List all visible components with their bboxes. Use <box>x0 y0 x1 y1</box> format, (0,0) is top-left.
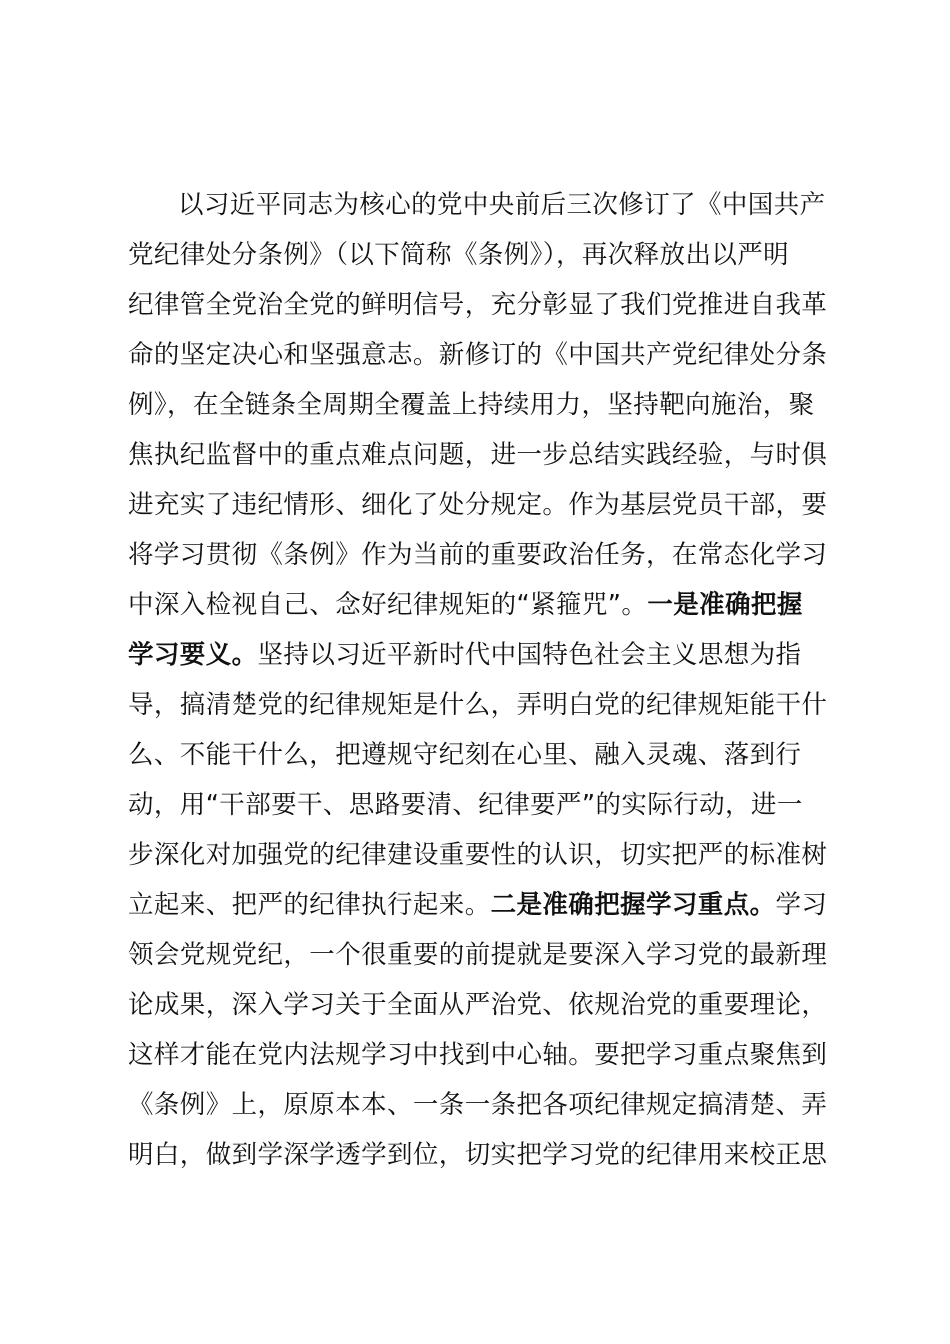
text-segment: 纪律管全党治全党的鲜明信号，充分彰显了我们党推进自我革 <box>128 290 828 320</box>
text-line <box>128 680 832 730</box>
text-line <box>128 530 832 580</box>
text-line <box>128 480 832 530</box>
text-line <box>128 1080 832 1130</box>
text-segment: 学习 <box>775 890 828 920</box>
body-paragraph <box>128 180 832 1180</box>
text-line <box>128 1130 832 1180</box>
text-segment: 例》，在全链条全周期全覆盖上持续用力，坚持靶向施治，聚 <box>128 390 815 420</box>
text-segment: 以习近平同志为核心的党中央前后三次修订了《中国共产 <box>178 190 826 220</box>
text-segment: 将学习贯彻《条例》作为当前的重要政治任务，在常态化学习 <box>128 540 828 570</box>
text-segment: 焦执纪监督中的重点难点问题，进一步总结实践经验，与时俱 <box>128 440 828 470</box>
text-line <box>128 980 832 1030</box>
text-segment: 论成果，深入学习关于全面从严治党、依规治党的重要理论， <box>128 990 828 1020</box>
text-line <box>128 380 832 430</box>
text-segment: 动，用“干部要干、思路要清、纪律要严”的实际行动，进一 <box>128 790 803 820</box>
text-line <box>128 880 832 930</box>
text-line <box>128 930 832 980</box>
text-segment: 中深入检视自己、念好纪律规矩的“紧箍咒”。 <box>128 590 648 620</box>
text-segment: 党纪律处分条例》（以下简称《条例》），再次释放出以严明 <box>128 240 790 270</box>
bold-heading-segment: 二是准确把握学习重点。 <box>490 890 776 920</box>
text-line <box>128 630 832 680</box>
text-line <box>128 1030 832 1080</box>
text-segment: 坚持以习近平新时代中国特色社会主义思想为指 <box>257 640 802 670</box>
text-segment: 明白，做到学深学透学到位，切实把学习党的纪律用来校正思 <box>128 1140 828 1170</box>
bold-heading-segment: 学习要义。 <box>128 640 258 670</box>
text-segment: 步深化对加强党的纪律建设重要性的认识，切实把严的标准树 <box>128 840 828 870</box>
text-segment: 么、不能干什么，把遵规守纪刻在心里、融入灵魂、落到行 <box>128 740 802 770</box>
text-segment: 立起来、把严的纪律执行起来。 <box>128 890 491 920</box>
text-line <box>128 180 832 230</box>
text-line <box>128 230 832 280</box>
text-segment: 这样才能在党内法规学习中找到中心轴。要把学习重点聚焦到 <box>128 1040 828 1070</box>
text-line <box>128 730 832 780</box>
text-segment: 领会党规党纪，一个很重要的前提就是要深入学习党的最新理 <box>128 940 828 970</box>
text-line <box>128 430 832 480</box>
text-line <box>128 580 832 630</box>
text-line <box>128 280 832 330</box>
text-line <box>128 830 832 880</box>
text-line <box>128 780 832 830</box>
bold-heading-segment: 一是准确把握 <box>647 590 803 620</box>
text-segment: 《条例》上，原原本本、一条一条把各项纪律规定搞清楚、弄 <box>128 1090 828 1120</box>
text-line <box>128 330 832 380</box>
text-segment: 命的坚定决心和坚强意志。新修订的《中国共产党纪律处分条 <box>128 340 828 370</box>
text-segment: 进充实了违纪情形、细化了处分规定。作为基层党员干部，要 <box>128 490 828 520</box>
text-segment: 导，搞清楚党的纪律规矩是什么，弄明白党的纪律规矩能干什 <box>128 690 828 720</box>
